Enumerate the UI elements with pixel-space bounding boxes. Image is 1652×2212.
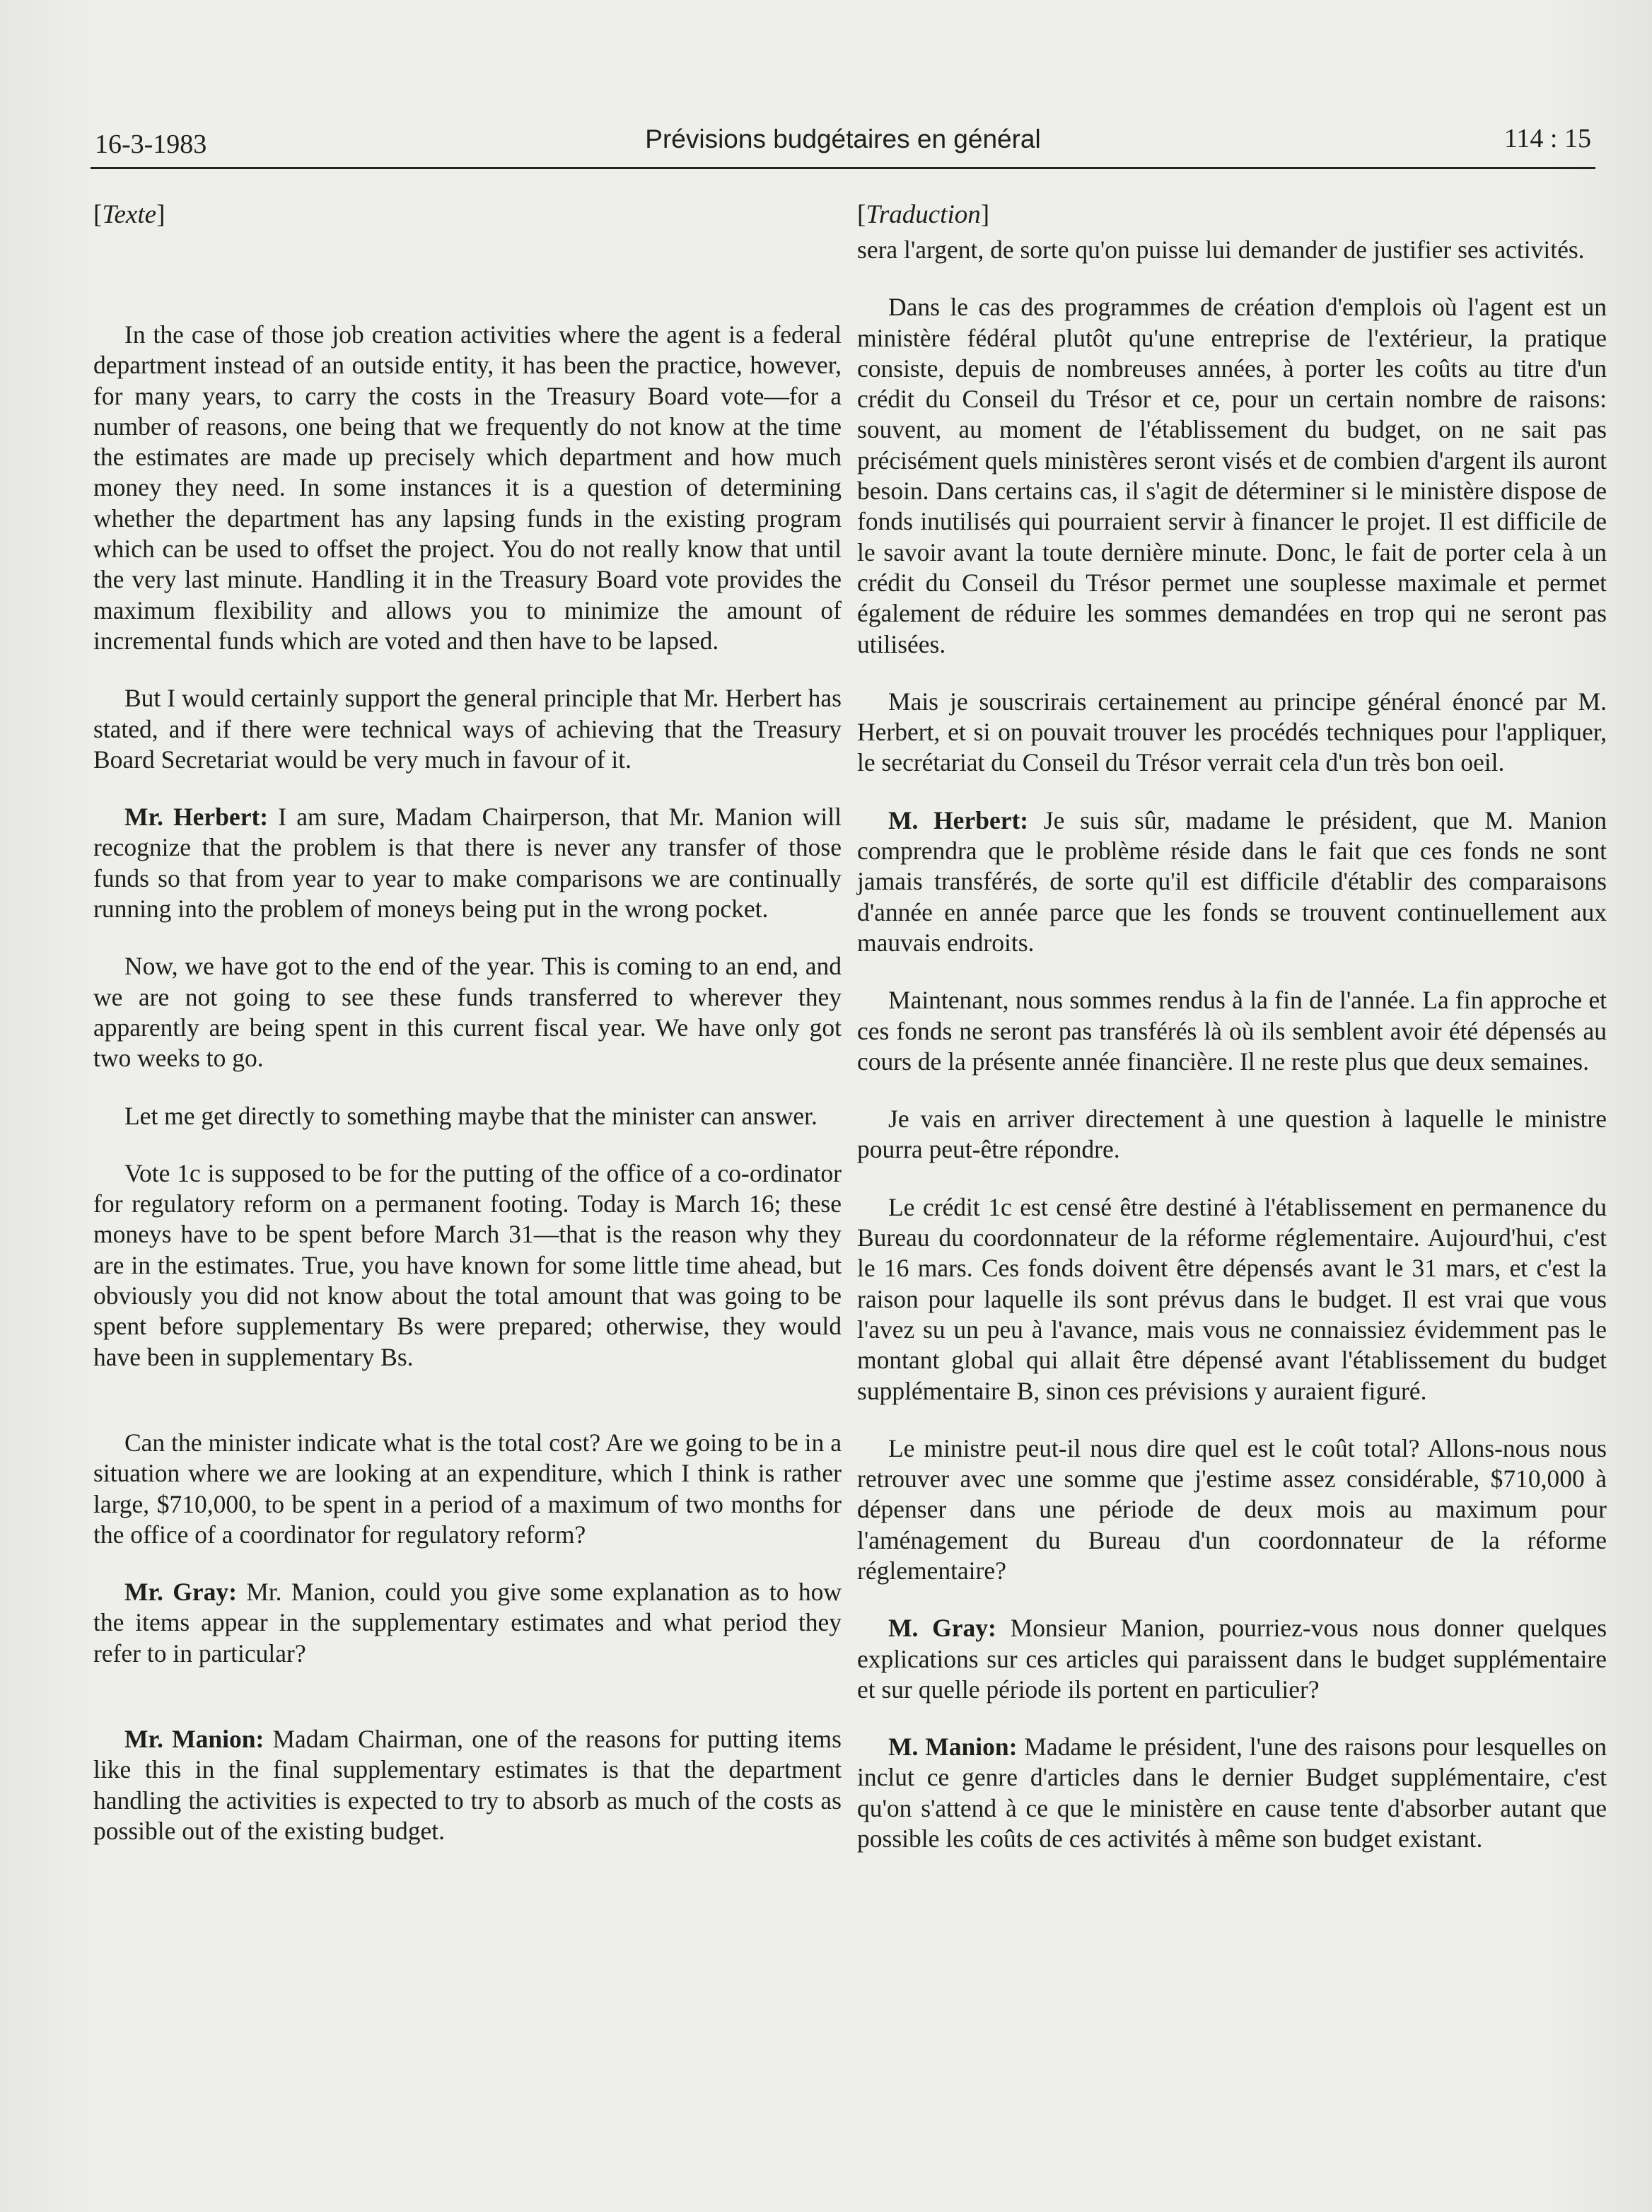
speaker-name: Mr. Gray: [124, 1578, 237, 1607]
header-title: Prévisions budgétaires en général [645, 124, 1041, 153]
paragraph: Dans le cas des programmes de création d'emplois où l'agent est un ministère fédéral plutôt qu'une entreprise de l'extérieur, la pratique consiste, depuis de nombreuses années, à porter les coûts au titre d'un crédit du Conseil du Trésor et ce, pour un certain nombre de raisons: souvent, au moment de l'établissement du budget, on ne sait pas précisément quels ministères seront visés et de combien d'argent ils auront besoin. Dans certains cas, il s'agit de déterminer si le ministère dispose de fonds inutilisés qui pourraient servir à financer le projet. Il est difficile de le savoir avant la toute dernière minute. Donc, le fait de porter cela à un crédit du Conseil du Trésor permet une souplesse maximale et permet également de réduire les sommes demandées en trop qui ne seront pas utilisées. [857, 293, 1607, 658]
paragraph: Maintenant, nous sommes rendus à la fin de l'année. La fin approche et ces fonds ne seront pas transférés là où ils semblent avoir été dépensés au cours de la présente année financière. Il ne reste plus que deux semaines. [857, 986, 1607, 1076]
paragraph: Now, we have got to the end of the year. This is coming to an end, and we are not going to see these funds transferred to wherever they apparently are being spent in this current fiscal year. We have only got two weeks to go. [93, 952, 842, 1073]
section-tag-texte: [Texte] [93, 200, 165, 229]
speaker-paragraph: M. Herbert: Je suis sûr, madame le président, que M. Manion comprendra que le problème réside dans le fait que ces fonds ne sont jamais transférés, de sorte qu'il est difficile d'établir des comparaisons d'année en année parce que les fonds se trouvent continuellement aux mauvais endroits. [857, 805, 1607, 957]
section-tag-traduction: [Traduction] [857, 200, 990, 229]
speaker-name: Mr. Herbert: [124, 803, 269, 832]
speaker-paragraph: M. Gray: Monsieur Manion, pourriez-vous nous donner quelques explications sur ces articles qui paraissent dans le budget supplémentaire et sur quelle période ils portent en particulier? [857, 1614, 1607, 1704]
speaker-paragraph: Mr. Herbert: I am sure, Madam Chairperson, that Mr. Manion will recognize that the problem is that there is never any transfer of those funds so that from year to year to make comparisons we are continually running into the problem of moneys being put in the wrong pocket. [93, 803, 842, 924]
speaker-paragraph: Mr. Manion: Madam Chairman, one of the reasons for putting items like this in the final supplementary estimates is that the department handling the activities is expected to try to absorb as much of the costs as possible out of the existing budget. [93, 1724, 842, 1845]
speaker-name: M. Gray: [888, 1614, 996, 1643]
speaker-name: M. Manion: [888, 1733, 1018, 1762]
english-column [93, 199, 842, 1846]
speaker-name: M. Herbert: [888, 805, 1029, 834]
paragraph: Can the minister indicate what is the total cost? Are we going to be in a situation where we are looking at an expenditure, which I think is rather large, $710,000, to be spent in a period of a maximum of two months for the office of a coordinator for regulatory reform? [93, 1428, 842, 1549]
speaker-paragraph: Mr. Gray: Mr. Manion, could you give some explanation as to how the items appear in the supplementary estimates and what period they refer to in particular? [93, 1578, 842, 1667]
paragraph: sera l'argent, de sorte qu'on puisse lui demander de justifier ses activités. [857, 235, 1585, 264]
speaker-name: Mr. Manion: [124, 1724, 264, 1753]
paragraph: Le ministre peut-il nous dire quel est le coût total? Allons-nous nous retrouver avec une somme que j'estime assez considérable, $710,000 à dépenser dans une période de deux mois au maximum pour l'aménagement du Bureau d'un coordonnateur de la réforme réglementaire? [857, 1433, 1607, 1585]
paragraph: Let me get directly to something maybe that the minister can answer. [124, 1101, 818, 1130]
speaker-paragraph: M. Manion: Madame le président, l'une des raisons pour lesquelles on inclut ce genre d'articles dans le dernier Budget supplémentaire, c'est qu'on s'attend à ce que le ministère en cause tente d'absorber autant que possible les coûts de ces activités à même son budget existant. [857, 1733, 1607, 1853]
header-date: 16-3-1983 [95, 129, 207, 159]
paragraph: Mais je souscrirais certainement au principe général énoncé par M. Herbert, et si on pouvait trouver les procédés techniques pour l'appliquer, le secrétariat du Conseil du Trésor verrait cela d'un très bon oeil. [857, 687, 1607, 777]
french-column [857, 199, 1607, 1854]
paragraph: But I would certainly support the general principle that Mr. Herbert has stated, and if there were technical ways of achieving that the Treasury Board Secretariat would be very much in favour of it. [93, 684, 842, 774]
page-header [91, 120, 1595, 169]
paragraph: Le crédit 1c est censé être destiné à l'établissement en permanence du Bureau du coordonnateur de la réforme réglementaire. Aujourd'hui, c'est le 16 mars. Ces fonds doivent être dépensés avant le 31 mars, et c'est la raison pour laquelle ils sont prévus dans le budget. Il est vrai que vous l'avez su un peu à l'avance, mais vous ne connaissiez évidemment pas le montant global qui allait être dépensé avant l'établissement du budget supplémentaire B, sinon ces prévisions y auraient figuré. [857, 1192, 1607, 1405]
paragraph: In the case of those job creation activities where the agent is a federal department instead of an outside entity, it has been the practice, however, for many years, to carry the costs in the Treasury Board vote—for a number of reasons, one being that we frequently do not know at the time the estimates are made up precisely which department and how much money they need. In some instances it is a question of determining whether the department has any lapsing funds in the existing program which can be used to offset the project. You do not really know that until the very last minute. Handling it in the Treasury Board vote provides the maximum flexibility and allows you to minimize the amount of incremental funds which are voted and then have to be lapsed. [93, 320, 842, 655]
header-page-number: 114 : 15 [1503, 124, 1591, 153]
paragraph: Je vais en arriver directement à une question à laquelle le ministre pourra peut-être répondre. [857, 1105, 1607, 1164]
paragraph: Vote 1c is supposed to be for the putting of the office of a co-ordinator for regulatory reform on a permanent footing. Today is March 16; these moneys have to be spent before March 31—that is the reason why they are in the estimates. True, you have known for some little time ahead, but obviously you did not know about the total amount that was going to be spent before supplementary Bs were prepared; otherwise, they would have been in supplementary Bs. [93, 1158, 842, 1371]
